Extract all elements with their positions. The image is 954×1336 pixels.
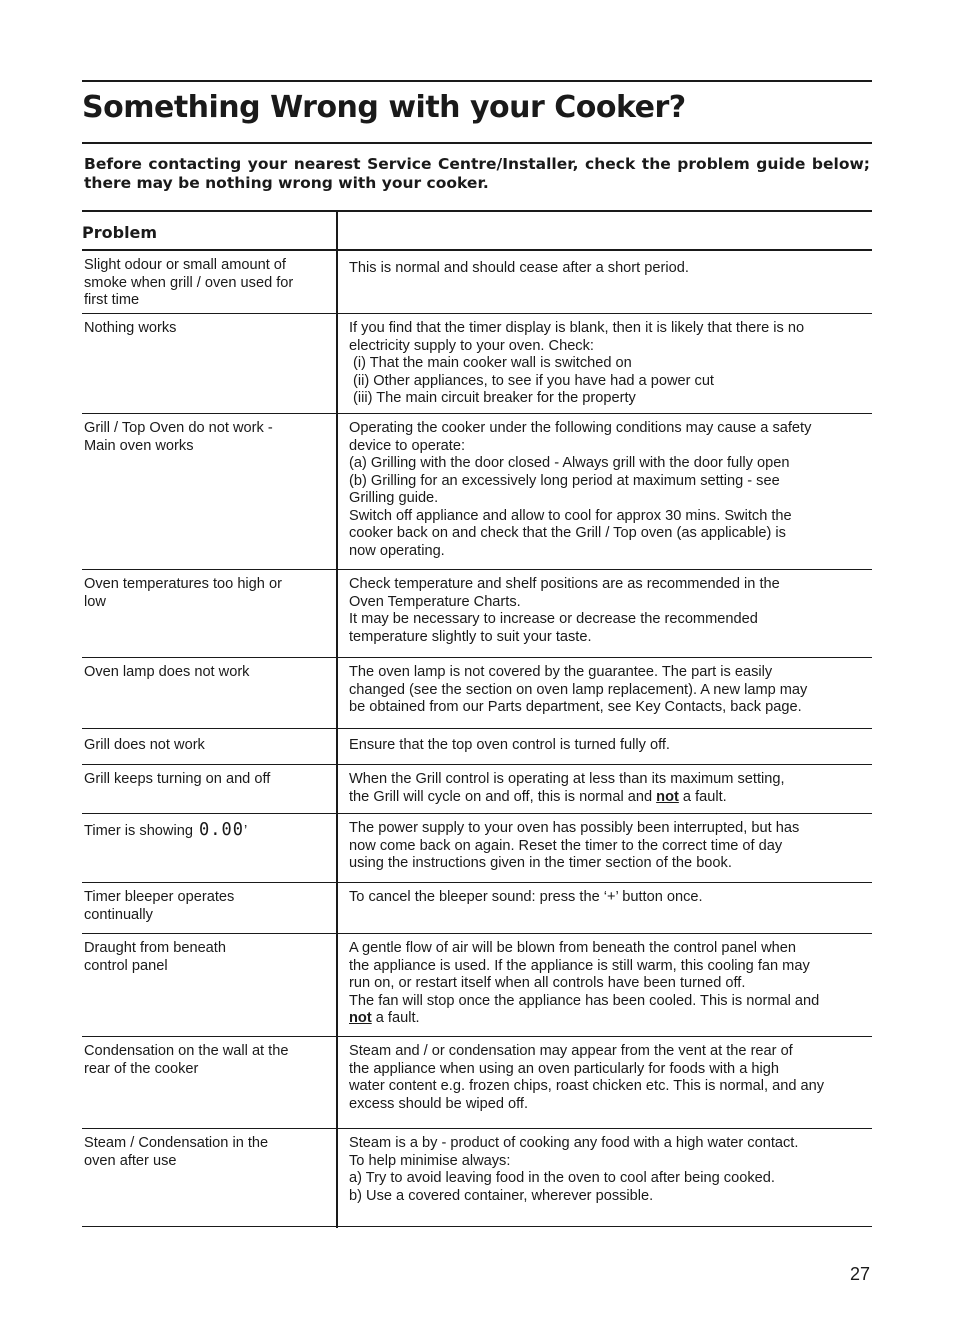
problem-cell bbox=[82, 314, 336, 413]
problem-line: smoke when grill / oven used for bbox=[84, 274, 294, 291]
solution-line: The oven lamp is not covered by the guarantee. The part is easily bbox=[349, 664, 773, 680]
emphasis-not: not bbox=[656, 788, 679, 805]
solution-line: When the Grill control is operating at less than its maximum setting, bbox=[349, 771, 785, 787]
title-rule bbox=[82, 142, 872, 144]
solution-line: run on, or restart itself when all controls have been turned off. bbox=[349, 975, 746, 991]
table-row bbox=[82, 934, 872, 1037]
problem-cell bbox=[82, 414, 336, 569]
solution-cell bbox=[336, 814, 872, 882]
problem-table bbox=[82, 210, 872, 1227]
problem-cell bbox=[82, 658, 336, 728]
problem-line: Nothing works bbox=[84, 320, 177, 336]
solution-line: (ii) Other appliances, to see if you have had a power cut bbox=[353, 372, 714, 389]
solution-line: be obtained from our Parts department, see Key Contacts, back page. bbox=[349, 699, 802, 715]
solution-line: Ensure that the top oven control is turned fully off. bbox=[349, 737, 670, 753]
problem-cell bbox=[82, 934, 336, 1036]
table-row bbox=[82, 814, 872, 883]
problem-cell bbox=[82, 814, 336, 882]
solution-line: excess should be wiped off. bbox=[349, 1095, 529, 1112]
solution-line: Oven Temperature Charts. bbox=[349, 593, 521, 610]
solution-line: To help minimise always: bbox=[349, 1152, 511, 1169]
problem-line: Condensation on the wall at the bbox=[84, 1043, 289, 1059]
solution-line: using the instructions given in the timer section of the book. bbox=[349, 855, 732, 871]
table-header bbox=[82, 210, 872, 251]
solution-cell bbox=[336, 658, 872, 728]
solution-line: b) Use a covered container, wherever possible. bbox=[349, 1187, 654, 1204]
problem-line: Oven lamp does not work bbox=[84, 664, 250, 680]
solution-line: water content e.g. frozen chips, roast chicken etc. This is normal, and any bbox=[349, 1078, 825, 1094]
header-problem: Problem bbox=[82, 223, 158, 242]
problem-line: first time bbox=[84, 292, 140, 308]
solution-cell bbox=[336, 414, 872, 569]
table-row bbox=[82, 883, 872, 934]
solution-line: It may be necessary to increase or decrease the recommended bbox=[349, 611, 758, 627]
problem-line: Grill / Top Oven do not work - bbox=[84, 420, 273, 436]
solution-line: If you find that the timer display is blank, then it is likely that there is no bbox=[349, 320, 805, 336]
solution-line: now operating. bbox=[349, 542, 445, 559]
problem-line bbox=[84, 819, 326, 841]
solution-line: device to operate: bbox=[349, 437, 466, 454]
problem-cell bbox=[82, 729, 336, 764]
table-row bbox=[82, 414, 872, 570]
problem-line: oven after use bbox=[84, 1152, 177, 1169]
solution-line bbox=[349, 789, 872, 807]
problem-cell bbox=[82, 883, 336, 933]
solution-line: (iii) The main circuit breaker for the property bbox=[353, 390, 636, 406]
solution-cell bbox=[336, 1129, 872, 1226]
problem-line: Grill does not work bbox=[84, 737, 205, 753]
solution-line: Steam and / or condensation may appear from the vent at the rear of bbox=[349, 1043, 793, 1059]
problem-line: Main oven works bbox=[84, 437, 194, 454]
solution-line: (i) That the main cooker wall is switched on bbox=[353, 355, 632, 371]
solution-line bbox=[349, 1010, 872, 1028]
problem-line: Draught from beneath bbox=[84, 940, 226, 956]
solution-line: now come back on again. Reset the timer to the correct time of day bbox=[349, 837, 783, 854]
solution-line: The power supply to your oven has possibly been interrupted, but has bbox=[349, 820, 800, 836]
table-row bbox=[82, 251, 872, 314]
solution-line: changed (see the section on oven lamp replacement). A new lamp may bbox=[349, 681, 808, 698]
solution-cell bbox=[336, 314, 872, 413]
solution-line: To cancel the bleeper sound: press the ‘+’ button once. bbox=[349, 889, 703, 905]
problem-line: continually bbox=[84, 906, 153, 923]
solution-line: Check temperature and shelf positions are as recommended in the bbox=[349, 576, 780, 592]
table-row bbox=[82, 729, 872, 765]
solution-line: electricity supply to your oven. Check: bbox=[349, 337, 594, 354]
problem-text: ’ bbox=[243, 823, 248, 839]
solution-cell bbox=[336, 1037, 872, 1128]
solution-line: a) Try to avoid leaving food in the oven to cool after being cooked. bbox=[349, 1170, 775, 1186]
problem-cell bbox=[82, 1129, 336, 1226]
problem-line: Grill keeps turning on and off bbox=[84, 771, 271, 787]
problem-cell bbox=[82, 251, 336, 313]
solution-cell bbox=[336, 251, 872, 313]
solution-cell bbox=[336, 934, 872, 1036]
page-number: 27 bbox=[850, 1264, 871, 1284]
problem-line: control panel bbox=[84, 957, 168, 974]
solution-line: Grilling guide. bbox=[349, 490, 439, 506]
problem-cell bbox=[82, 1037, 336, 1128]
table-row bbox=[82, 314, 872, 414]
table-row bbox=[82, 765, 872, 814]
table-row bbox=[82, 1037, 872, 1129]
solution-line: Operating the cooker under the following conditions may cause a safety bbox=[349, 420, 812, 436]
timer-display-reading: 0.00 bbox=[199, 819, 244, 841]
problem-text: Timer is showing bbox=[84, 823, 197, 839]
problem-line: Steam / Condensation in the bbox=[84, 1135, 269, 1151]
solution-line: Switch off appliance and allow to cool for approx 30 mins. Switch the bbox=[349, 507, 792, 524]
problem-line: low bbox=[84, 593, 106, 610]
solution-text: a fault. bbox=[371, 1010, 420, 1026]
page-title: Something Wrong with your Cooker? bbox=[82, 90, 686, 125]
solution-line: A gentle flow of air will be blown from beneath the control panel when bbox=[349, 940, 796, 956]
solution-line: The fan will stop once the appliance has been cooled. This is normal and bbox=[349, 992, 820, 1009]
solution-cell bbox=[336, 729, 872, 764]
solution-line: Steam is a by - product of cooking any food with a high water contact. bbox=[349, 1135, 799, 1151]
table-row bbox=[82, 570, 872, 658]
solution-line: the appliance is used. If the appliance is still warm, this cooling fan may bbox=[349, 957, 810, 974]
problem-line: rear of the cooker bbox=[84, 1060, 199, 1077]
table-row bbox=[82, 658, 872, 729]
problem-line: Timer bleeper operates bbox=[84, 889, 235, 905]
solution-line: the appliance when using an oven particularly for foods with a high bbox=[349, 1060, 779, 1077]
emphasis-not: not bbox=[349, 1010, 372, 1026]
solution-line: cooker back on and check that the Grill / Top oven (as applicable) is bbox=[349, 525, 786, 541]
problem-line: Oven temperatures too high or bbox=[84, 576, 282, 592]
problem-cell bbox=[82, 765, 336, 813]
solution-line: (a) Grilling with the door closed - Always grill with the door fully open bbox=[349, 455, 790, 471]
solution-cell bbox=[336, 883, 872, 933]
solution-line: This is normal and should cease after a short period. bbox=[349, 260, 689, 276]
problem-cell bbox=[82, 570, 336, 657]
problem-line: Slight odour or small amount of bbox=[84, 257, 286, 273]
solution-text: a fault. bbox=[678, 788, 727, 805]
solution-cell bbox=[336, 765, 872, 813]
top-rule bbox=[82, 80, 872, 82]
column-divider bbox=[336, 210, 338, 1228]
solution-line: (b) Grilling for an excessively long period at maximum setting - see bbox=[349, 472, 780, 489]
table-row bbox=[82, 1129, 872, 1227]
intro-text: Before contacting your nearest Service Centre/Installer, check the problem guide below; there may be nothing wrong with your cooker. bbox=[84, 155, 870, 192]
solution-cell bbox=[336, 570, 872, 657]
solution-text: the Grill will cycle on and off, this is normal and bbox=[349, 788, 657, 805]
solution-line: temperature slightly to suit your taste. bbox=[349, 628, 592, 645]
